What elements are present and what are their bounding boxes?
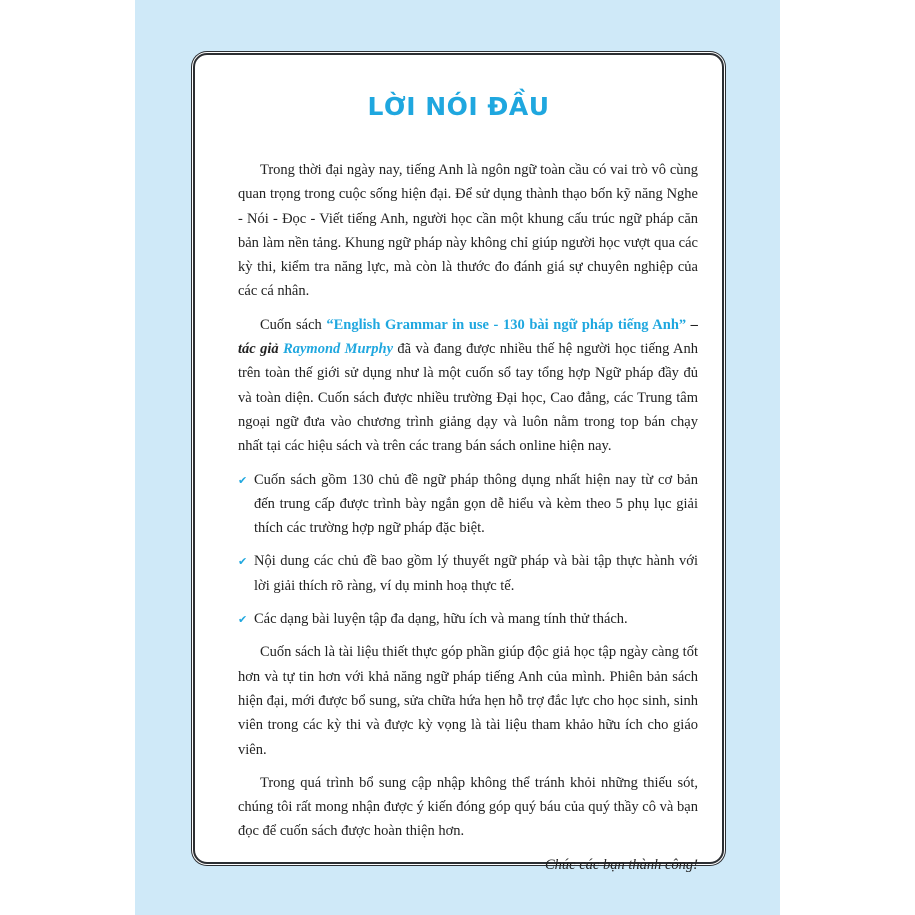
check-icon: ✔ <box>238 555 248 569</box>
author-name: Raymond Murphy <box>283 341 394 358</box>
paragraph-feedback: Trong quá trình bổ sung cập nhập không thể tránh khỏi những thiếu sót, chúng tôi rất mong nhận được ý kiến đóng góp quý báu của quý thầy cô và bạn đọc để cuốn sách được hoàn thiện hơn. <box>238 774 698 840</box>
list-item <box>238 549 698 598</box>
list-item-text: Nội dung các chủ đề bao gồm lý thuyết ngữ pháp và bài tập thực hành với lời giải thích rõ ràng, ví dụ minh hoạ thực tế. <box>254 553 698 594</box>
signoff: Chúc các bạn thành công! <box>544 856 698 873</box>
book-description: đã và đang được nhiều thế hệ người học tiếng Anh trên toàn thế giới sử dụng như là một cuốn sổ tay tổng hợp Ngữ pháp đầy đủ và toàn diện. Cuốn sách được nhiều trường Đại học, Cao đẳng, các Trung tâm ngoại ngữ đưa vào chương trình giảng dạy và luôn nằm trong top bán chạy nhất tại các hiệu sách và trên các trang bán sách online hiện nay. <box>238 341 698 455</box>
paragraph-value: Cuốn sách là tài liệu thiết thực góp phần giúp độc giả học tập ngày càng tốt hơn và tự tin hơn với khả năng ngữ pháp tiếng Anh của mình. Phiên bản sách hiện đại, mới được bổ sung, sửa chữa hứa hẹn hỗ trợ đắc lực cho học sinh, sinh viên trong các kỳ thi và được kỳ vọng là tài liệu tham khảo hữu ích cho giáo viên. <box>238 644 698 758</box>
book-title: “English Grammar in use - 130 bài ngữ pháp tiếng Anh” <box>326 316 687 333</box>
list-item-text: Các dạng bài luyện tập đa dạng, hữu ích và mang tính thử thách. <box>254 611 628 628</box>
feature-list <box>238 468 698 632</box>
preface-body <box>238 158 698 886</box>
author-prefix: – tác giả <box>238 316 699 358</box>
paragraph-intro: Trong thời đại ngày nay, tiếng Anh là ngôn ngữ toàn cầu có vai trò vô cùng quan trọng trong cuộc sống hiện đại. Để sử dụng thành thạo bốn kỹ năng Nghe - Nói - Đọc - Viết tiếng Anh, người học cần một khung cấu trúc ngữ pháp căn bản làm nền tảng. Khung ngữ pháp này không chỉ giúp người học vượt qua các kỳ thi, kiểm tra năng lực, mà còn là thước đo đánh giá sự chuyên nghiệp của các cá nhân. <box>238 162 698 300</box>
check-icon: ✔ <box>238 613 248 627</box>
list-item <box>238 607 698 631</box>
page-title: LỜI NÓI ĐẦU <box>367 92 550 121</box>
list-item <box>238 468 698 541</box>
paragraph-book <box>238 313 698 459</box>
book-intro-text: Cuốn sách <box>260 316 327 333</box>
list-item-text: Cuốn sách gồm 130 chủ đề ngữ pháp thông dụng nhất hiện nay từ cơ bản đến trung cấp được trình bày ngắn gọn dễ hiểu và kèm theo 5 phụ lục giải thích các trường hợp ngữ pháp đặc biệt. <box>254 471 698 537</box>
check-icon: ✔ <box>238 473 248 487</box>
